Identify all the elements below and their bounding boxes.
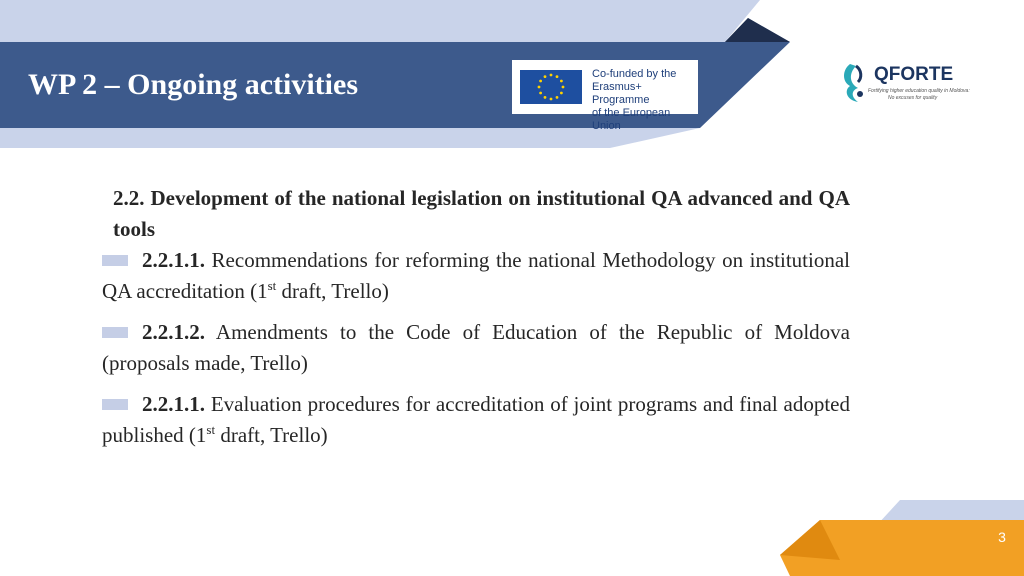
eu-cofunded-logo [512, 60, 698, 132]
item-text: Amendments to the Code of Education of the Republic of Moldova (proposals made, Trello) [102, 320, 850, 375]
qforte-emblem-icon [840, 60, 872, 104]
eu-logo-line1: Co-funded by the [592, 68, 677, 80]
item-text-end: draft, Trello) [215, 423, 328, 447]
item-number: 2.2.1.1. [142, 392, 205, 416]
list-item [102, 389, 850, 451]
eu-flag-icon [520, 70, 582, 104]
header-top-light-band [0, 0, 760, 42]
page-number: 3 [998, 529, 1006, 545]
section-heading: 2.2. Development of the national legislation on institutional QA advanced and QA tools [113, 186, 850, 241]
bullet-marker [102, 399, 128, 410]
qforte-name: QFORTE [874, 64, 954, 85]
bullet-marker [102, 327, 128, 338]
item-number: 2.2.1.2. [142, 320, 205, 344]
eu-logo-line2: Erasmus+ Programme [592, 81, 650, 106]
qforte-tagline-2: No excuses for quality [888, 95, 938, 101]
eu-logo-line3: of the European Union [592, 107, 671, 132]
item-text-end: draft, Trello) [276, 279, 389, 303]
bullet-marker [102, 255, 128, 266]
item-text: Recommendations for reforming the national Methodology on institutional QA accreditation (1 [102, 248, 850, 303]
item-superscript: st [267, 278, 277, 293]
slide-title: WP 2 – Ongoing activities [28, 68, 358, 101]
item-text: Evaluation procedures for accreditation of joint programs and final adopted published (1 [102, 392, 850, 447]
qforte-tagline-1: Fortifying higher education quality in Moldova: [868, 88, 970, 94]
list-item [102, 317, 850, 379]
item-number: 2.2.1.1. [142, 248, 205, 272]
slide-content [102, 183, 850, 461]
item-superscript: st [206, 422, 216, 437]
list-item [102, 245, 850, 307]
qforte-logo [840, 58, 970, 108]
